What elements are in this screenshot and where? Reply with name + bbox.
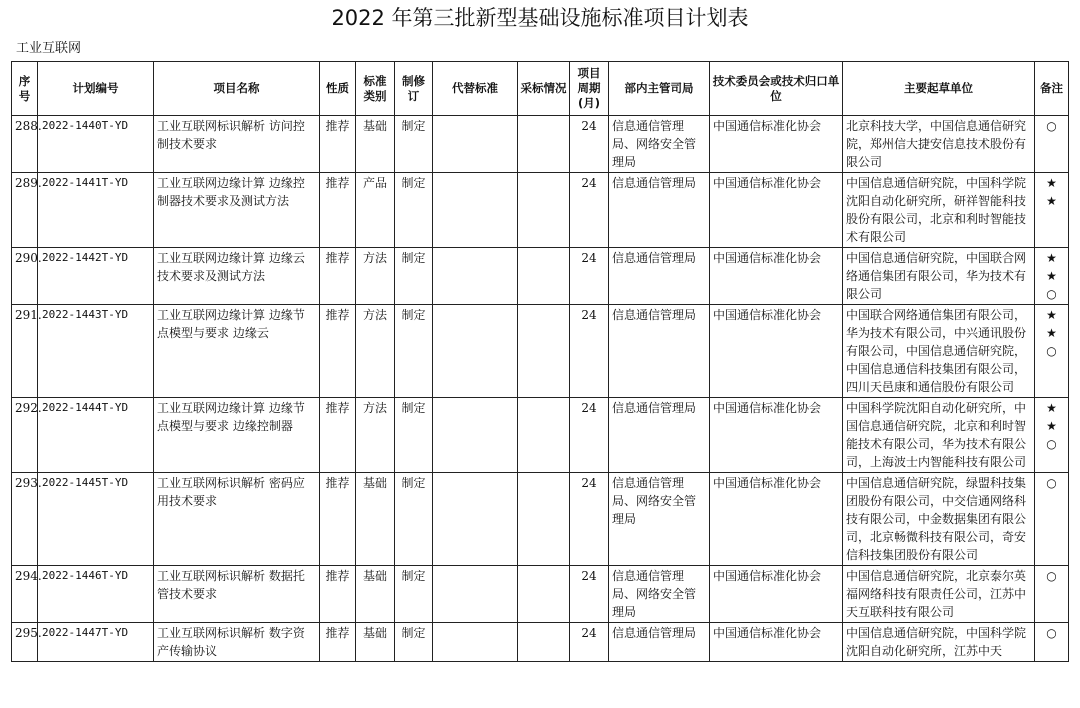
star-icon: ★: [1046, 269, 1057, 283]
cell-drafter: 中国联合网络通信集团有限公司，华为技术有限公司，中兴通讯股份有限公司，中国信息通信研究院，中国信息通信科技集团有限公司，四川天邑康和通信股份有限公司: [843, 305, 1035, 398]
cell-drafter: 中国信息通信研究院，中国联合网络通信集团有限公司，华为技术有限公司: [843, 248, 1035, 305]
header-committee: 技术委员会或技术归口单位: [710, 62, 843, 116]
cell-committee: 中国通信标准化协会: [710, 623, 843, 662]
cell-dept: 信息通信管理局、网络安全管理局: [609, 116, 710, 173]
table-body: [12, 116, 1069, 662]
cell-adopt: [518, 623, 570, 662]
cell-name: 工业互联网边缘计算 边缘节点模型与要求 边缘云: [154, 305, 320, 398]
cell-drafter: 中国信息通信研究院，绿盟科技集团股份有限公司，中交信通网络科技有限公司，中金数据集团有限公司，北京畅微科技有限公司，奇安信科技集团股份有限公司: [843, 473, 1035, 566]
cell-adopt: [518, 173, 570, 248]
header-category: 标准类别: [356, 62, 395, 116]
cell-replace: [433, 248, 518, 305]
cell-no: 288.: [12, 116, 38, 173]
cell-replace: [433, 305, 518, 398]
cell-adopt: [518, 398, 570, 473]
cell-committee: 中国通信标准化协会: [710, 116, 843, 173]
cell-code: 2022-1447T-YD: [38, 623, 154, 662]
cell-nature: 推荐: [320, 173, 356, 248]
cell-nature: 推荐: [320, 566, 356, 623]
cell-dept: 信息通信管理局: [609, 623, 710, 662]
header-replace: 代替标准: [433, 62, 518, 116]
cell-committee: 中国通信标准化协会: [710, 566, 843, 623]
cell-no: 290.: [12, 248, 38, 305]
cell-name: 工业互联网标识解析 数据托管技术要求: [154, 566, 320, 623]
table-header-row: [12, 62, 1069, 116]
cell-dept: 信息通信管理局: [609, 305, 710, 398]
cell-no: 291.: [12, 305, 38, 398]
table-row: [12, 473, 1069, 566]
cell-period: 24: [570, 116, 609, 173]
cell-note: [1035, 116, 1069, 173]
cell-note: [1035, 305, 1069, 398]
cell-category: 基础: [356, 116, 395, 173]
cell-adopt: [518, 473, 570, 566]
cell-adopt: [518, 116, 570, 173]
cell-no: 289.: [12, 173, 38, 248]
cell-committee: 中国通信标准化协会: [710, 473, 843, 566]
table-row: [12, 623, 1069, 662]
header-period: 项目周期(月): [570, 62, 609, 116]
cell-category: 方法: [356, 305, 395, 398]
table-row: [12, 173, 1069, 248]
cell-drafter: 中国科学院沈阳自动化研究所，中国信息通信研究院，北京和利时智能技术有限公司，华为技术有限公司，上海波士内智能科技有限公司: [843, 398, 1035, 473]
cell-drafter: 中国信息通信研究院，中国科学院沈阳自动化研究所，江苏中天: [843, 623, 1035, 662]
cell-dept: 信息通信管理局: [609, 398, 710, 473]
cell-type: 制定: [395, 623, 433, 662]
cell-no: 295.: [12, 623, 38, 662]
cell-code: 2022-1444T-YD: [38, 398, 154, 473]
cell-committee: 中国通信标准化协会: [710, 248, 843, 305]
cell-committee: 中国通信标准化协会: [710, 173, 843, 248]
cell-period: 24: [570, 248, 609, 305]
header-type: 制修订: [395, 62, 433, 116]
table-row: [12, 305, 1069, 398]
header-code: 计划编号: [38, 62, 154, 116]
cell-nature: 推荐: [320, 248, 356, 305]
cell-category: 方法: [356, 398, 395, 473]
header-nature: 性质: [320, 62, 356, 116]
table-row: [12, 566, 1069, 623]
cell-nature: 推荐: [320, 116, 356, 173]
star-icon: ★: [1046, 401, 1057, 415]
cell-name: 工业互联网边缘计算 边缘云技术要求及测试方法: [154, 248, 320, 305]
star-icon: ★: [1046, 176, 1057, 190]
header-name: 项目名称: [154, 62, 320, 116]
cell-name: 工业互联网边缘计算 边缘节点模型与要求 边缘控制器: [154, 398, 320, 473]
cell-category: 基础: [356, 566, 395, 623]
circle-icon: ○: [1046, 287, 1057, 301]
circle-icon: ○: [1046, 437, 1057, 451]
header-drafter: 主要起草单位: [843, 62, 1035, 116]
cell-type: 制定: [395, 473, 433, 566]
cell-no: 294.: [12, 566, 38, 623]
cell-dept: 信息通信管理局、网络安全管理局: [609, 473, 710, 566]
cell-drafter: 中国信息通信研究院，北京泰尔英福网络科技有限责任公司，江苏中天互联科技有限公司: [843, 566, 1035, 623]
cell-no: 293.: [12, 473, 38, 566]
header-dept: 部内主管司局: [609, 62, 710, 116]
page-title: 2022 年第三批新型基础设施标准项目计划表: [331, 6, 749, 30]
cell-name: 工业互联网标识解析 密码应用技术要求: [154, 473, 320, 566]
cell-code: 2022-1443T-YD: [38, 305, 154, 398]
cell-period: 24: [570, 173, 609, 248]
cell-type: 制定: [395, 398, 433, 473]
cell-replace: [433, 623, 518, 662]
cell-replace: [433, 173, 518, 248]
cell-adopt: [518, 566, 570, 623]
cell-replace: [433, 398, 518, 473]
section-label: 工业互联网: [16, 41, 82, 56]
cell-dept: 信息通信管理局、网络安全管理局: [609, 566, 710, 623]
cell-type: 制定: [395, 566, 433, 623]
cell-type: 制定: [395, 305, 433, 398]
cell-drafter: 北京科技大学，中国信息通信研究院，郑州信大捷安信息技术股份有限公司: [843, 116, 1035, 173]
cell-dept: 信息通信管理局: [609, 173, 710, 248]
cell-note: [1035, 248, 1069, 305]
cell-period: 24: [570, 398, 609, 473]
cell-drafter: 中国信息通信研究院，中国科学院沈阳自动化研究所，研祥智能科技股份有限公司，北京和利时智能技术有限公司: [843, 173, 1035, 248]
cell-nature: 推荐: [320, 623, 356, 662]
circle-icon: ○: [1046, 626, 1057, 640]
cell-committee: 中国通信标准化协会: [710, 305, 843, 398]
cell-period: 24: [570, 305, 609, 398]
cell-period: 24: [570, 623, 609, 662]
circle-icon: ○: [1046, 119, 1057, 133]
star-icon: ★: [1046, 308, 1057, 322]
cell-adopt: [518, 248, 570, 305]
cell-name: 工业互联网标识解析 数字资产传输协议: [154, 623, 320, 662]
header-adopt: 采标情况: [518, 62, 570, 116]
cell-period: 24: [570, 473, 609, 566]
cell-category: 方法: [356, 248, 395, 305]
cell-type: 制定: [395, 248, 433, 305]
cell-code: 2022-1446T-YD: [38, 566, 154, 623]
star-icon: ★: [1046, 194, 1057, 208]
cell-replace: [433, 116, 518, 173]
cell-nature: 推荐: [320, 305, 356, 398]
cell-note: [1035, 473, 1069, 566]
cell-period: 24: [570, 566, 609, 623]
cell-type: 制定: [395, 173, 433, 248]
cell-name: 工业互联网边缘计算 边缘控制器技术要求及测试方法: [154, 173, 320, 248]
header-no: 序号: [12, 62, 38, 116]
cell-replace: [433, 566, 518, 623]
standards-plan-table: [11, 61, 1069, 662]
cell-code: 2022-1440T-YD: [38, 116, 154, 173]
cell-category: 基础: [356, 623, 395, 662]
cell-note: [1035, 398, 1069, 473]
table-row: [12, 398, 1069, 473]
cell-note: [1035, 566, 1069, 623]
cell-note: [1035, 173, 1069, 248]
circle-icon: ○: [1046, 344, 1057, 358]
circle-icon: ○: [1046, 569, 1057, 583]
star-icon: ★: [1046, 419, 1057, 433]
cell-category: 基础: [356, 473, 395, 566]
cell-committee: 中国通信标准化协会: [710, 398, 843, 473]
cell-type: 制定: [395, 116, 433, 173]
cell-name: 工业互联网标识解析 访问控制技术要求: [154, 116, 320, 173]
cell-category: 产品: [356, 173, 395, 248]
table-row: [12, 248, 1069, 305]
cell-code: 2022-1441T-YD: [38, 173, 154, 248]
cell-no: 292.: [12, 398, 38, 473]
cell-adopt: [518, 305, 570, 398]
cell-replace: [433, 473, 518, 566]
circle-icon: ○: [1046, 476, 1057, 490]
cell-nature: 推荐: [320, 398, 356, 473]
cell-code: 2022-1445T-YD: [38, 473, 154, 566]
cell-nature: 推荐: [320, 473, 356, 566]
table-row: [12, 116, 1069, 173]
cell-note: [1035, 623, 1069, 662]
cell-dept: 信息通信管理局: [609, 248, 710, 305]
header-note: 备注: [1035, 62, 1069, 116]
cell-code: 2022-1442T-YD: [38, 248, 154, 305]
star-icon: ★: [1046, 326, 1057, 340]
star-icon: ★: [1046, 251, 1057, 265]
